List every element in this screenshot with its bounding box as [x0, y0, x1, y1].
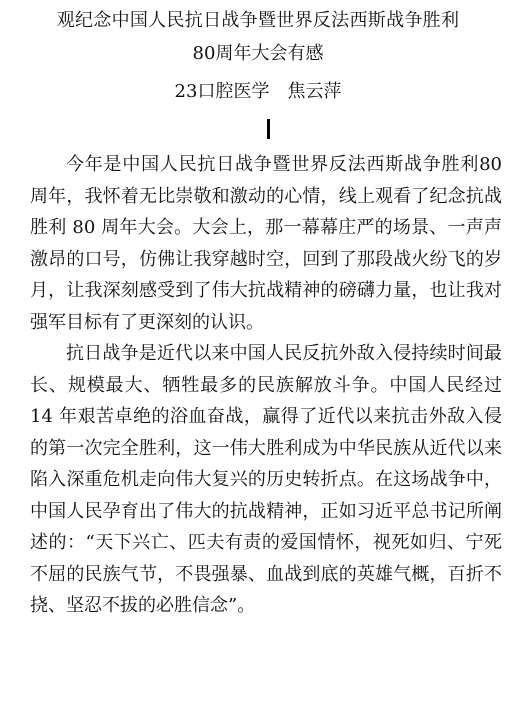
author-class: 23口腔医学 — [174, 81, 270, 102]
text-cursor — [267, 119, 270, 139]
paragraph-2: 抗日战争是近代以来中国人民反抗外敌入侵持续时间最长、规模最大、牺牲最多的民族解放斗争。中国人民经过14 年艰苦卓绝的浴血奋战，赢得了近代以来抗击外敌入侵的第一次完全胜利，这一伟大胜利成为中华民族从近代以来陷入深重危机走向伟大复兴的历史转折点。在这场战争中，中国人民孕育出了伟大的抗战精神，正如习近平总书记所阐述的：“天下兴亡、匹夫有责的爱国情怀，视死如归、宁死不屈的民族气节，不畏强暴、血战到底的英雄气概，百折不挠、坚忍不拔的必胜信念”。 — [30, 343, 502, 616]
document-title-line-1: 观纪念中国人民抗日战争暨世界反法西斯战争胜利 — [56, 10, 460, 31]
author-name: 焦云萍 — [287, 81, 342, 102]
document-body[interactable] — [30, 149, 502, 622]
paragraph-1: 今年是中国人民抗日战争暨世界反法西斯战争胜利80周年，我怀着无比崇敬和激动的心情，线上观看了纪念抗战胜利 80 周年大会。大会上，那一幕幕庄严的场景、一声声激昂的口号，仿佛让我穿越时空，回到了那段战火纷飞的岁月，让我深刻感受到了伟大抗战精神的磅礴力量，也让我对强军目标有了更深刻的认识。 — [30, 154, 502, 333]
author-line — [0, 81, 516, 103]
document-title-line-2: 80周年大会有感 — [192, 43, 324, 64]
